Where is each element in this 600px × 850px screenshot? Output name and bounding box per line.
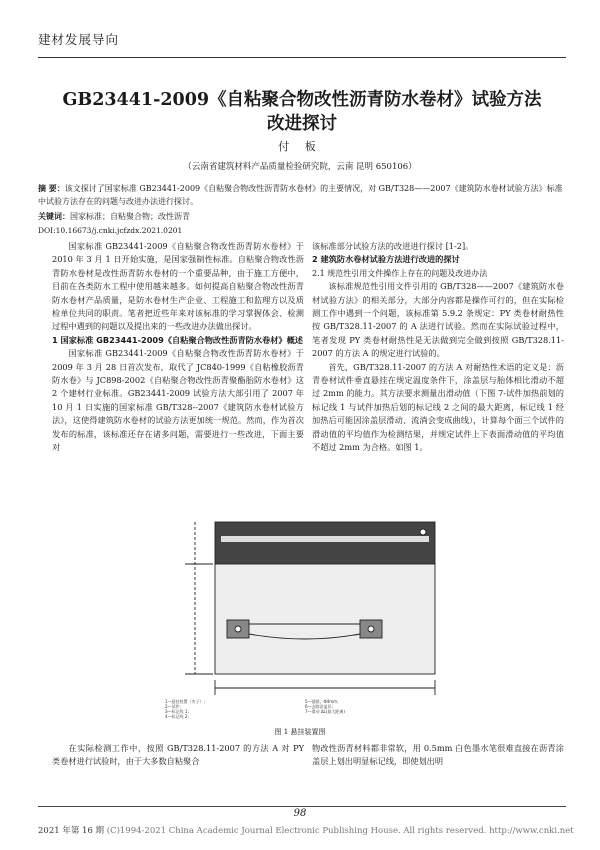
page-number: 98 xyxy=(293,808,307,819)
abstract-label: 摘 要： xyxy=(38,183,65,193)
legend-left-2: 2—试件； xyxy=(165,704,184,709)
footer xyxy=(38,824,578,836)
right-paragraph-1: 该标准部分试验方法的改进进行探讨 [1-2]。 xyxy=(312,241,474,251)
legend-left-3: 3—标记线 1； xyxy=(165,709,192,714)
clamp-bar xyxy=(215,522,435,564)
keywords-label: 关键词： xyxy=(38,211,70,221)
bottom-right-text xyxy=(312,742,564,769)
copyright: (C)1994-2021 China Academic Journal Electronic Publishing House. All rights reserved. http://www.cnki.net xyxy=(106,826,574,836)
legend-left-4: 4—标记线 2； xyxy=(165,714,192,719)
year-issue: 2021 年第 16 期 xyxy=(38,826,105,836)
right-column xyxy=(312,240,564,455)
footer-rule xyxy=(38,806,566,807)
section-2-1-heading: 2.1 规范性引用文件操作上存在的问题及改进办法 xyxy=(312,268,488,278)
author: 付 板 xyxy=(278,140,322,153)
legend-left-1: 1—悬挂装置（夹子）； xyxy=(165,699,208,704)
right-paragraph-2: 该标准规范性引用文件引用的 GB/T328——2007《建筑防水卷材试验方法》的相关部分，大部分内容都是操作可行的，但在实际检测工作中遇到一个问题，该标准第 5.9.2 条规定：PY 类卷材耐热性按 GB/T328.11-2007 的 A 法进行试验。然而在实际试验过程中，笔者发现 PY 类卷材耐热性是无法做到完全做到按照 GB/T328.11-2007 的方法 A 的规定进行试验的。 xyxy=(312,281,564,359)
keywords-text: 国家标准；自粘聚合物；改性沥青 xyxy=(70,212,190,221)
bottom-right-paragraph: 物改性沥青材料都非常软，用 0.5mm 白色墨水笔很难直接在沥青涂盖层上划出明显标记线，即使划出明 xyxy=(312,743,564,767)
title-line-2: 改进探讨 xyxy=(267,114,337,134)
affiliation: （云南省建筑材料产品质量检验研究院，云南 昆明 650106） xyxy=(183,162,417,172)
header-rule xyxy=(38,57,566,58)
figure-hanging-apparatus xyxy=(155,520,455,725)
article-title xyxy=(38,88,566,136)
left-paragraph-1: 国家标准 GB23441-2009《自粘聚合物改性沥青防水卷材》于 2010 年 3 月 1 日开始实施，是国家强制性标准。自粘聚合物改性沥青防水卷材是改性沥青防水卷材的一个重要品种，由于施工方便中，目前在各类防水工程中使用越来越多。如何提高自粘聚合物改性沥青防水卷材产品质量，是防水卷材生产企业、工程施工和监理方以及质检单位共同的职责。笔者把近些年来对该标准的学习掌握体会、检测过程中遇到的问题以及提出来的一些改进办法做出探讨。 xyxy=(52,241,304,332)
section-1-heading: 1 国家标准 GB23441-2009《自粘聚合物改性沥青防水卷材》概述 xyxy=(52,334,303,345)
bottom-left-paragraph: 在实际检测工作中，按照 GB/T328.11-2007 的方法 A 对 PY 类卷材进行试验时，由于大多数自粘聚合 xyxy=(52,743,304,767)
legend-right-1: 5—插销，Φ4mm； xyxy=(305,699,342,704)
bottom-left-text xyxy=(52,742,304,769)
keywords xyxy=(38,210,566,223)
journal-section-header: 建材发展导向 xyxy=(38,32,120,47)
left-paragraph-2: 国家标准 GB23441-2009《自粘聚合物改性沥青防水卷材》于 2009 年 3 月 28 日首次发布，取代了 JC840-1999《自粘橡胶沥青防水卷》与 JC898-2002《自粘聚合物改性沥青聚酯胎防水卷材》这 2 个建材行业标准。GB23441-2009 试验方法大部引用了 2007 年 10 月 1 日实施的国家标准 GB/T328--2007《建筑防水卷材试验方法》，这使得建筑防水卷材的试验方法更加统一规范。然而，作为首次发布的标准，该标准还存在诸多问题，需要进行一些改进，下面主要对 xyxy=(52,348,304,453)
legend-right-2: 6—去除涂盖层； xyxy=(305,704,336,709)
legend-right-3: 7—滑动 ΔL(最大距离) xyxy=(305,709,345,714)
abstract-text: 该文探讨了国家标准 GB23441-2009《自粘聚合物改性沥青防水卷材》的主要情况，对 GB/T328——2007《建筑防水卷材试验方法》标准中试验方法存在的问题与改进办法进行探讨。 xyxy=(38,184,563,206)
figure-caption: 图 1 悬挂装置图 xyxy=(274,728,326,736)
left-column xyxy=(52,240,304,455)
section-2-heading: 2 建筑防水卷材试验方法进行改进的探讨 xyxy=(312,254,460,265)
doi: DOI:10.16673/j.cnki.jcfzdx.2021.0201 xyxy=(38,226,183,235)
right-paragraph-3: 首先，GB/T328.11-2007 的方法 A 对耐热性术语的定义是：沥青卷材试件垂直悬挂在规定温度条件下，涂盖层与胎体相比滑动不超过 2mm 的能力。其方法要求测量出滑动值（下图 7-试件加热前划的标记线 1 与试件加热后划的标记线 2 之间的最大距离，标记线 1 经加热后可能因涂盖层滑动、流淌会变成曲线），计算每个面三个试件的滑动值的平均值作为检测结果，并规定试件上下表面滑动值的平均值不超过 2mm 为合格。如图 1。 xyxy=(312,361,564,453)
title-line-1: GB23441-2009《自粘聚合物改性沥青防水卷材》试验方法 xyxy=(62,90,542,110)
abstract xyxy=(38,182,566,208)
specimen xyxy=(215,564,435,674)
